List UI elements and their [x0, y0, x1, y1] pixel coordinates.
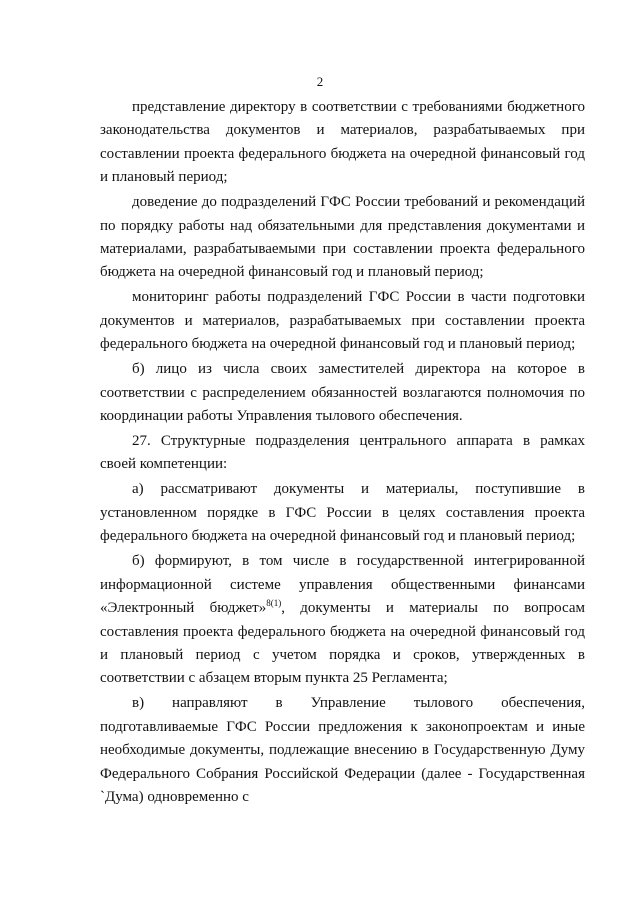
paragraph-text: , документы и материалы по вопросам составления проекта федерального бюджета на очередной финансовый год и плановый период с учетом порядка и сроков, утвержденных в соответствии с абзацем вторым пункта 25 Регламента;: [100, 600, 585, 687]
paragraph: [100, 550, 585, 690]
paragraph: 27. Структурные подразделения центрального аппарата в рамках своей компетенции:: [100, 433, 585, 473]
paragraph: представление директору в соответствии с требованиями бюджетного законодательства документов и материалов, разрабатываемых при составлении проекта федерального бюджета на очередной финансовый год и плановый период;: [100, 99, 585, 186]
footnote-reference: 8(1): [266, 598, 282, 609]
paragraph: в) направляют в Управление тылового обеспечения, подготавливаемые ГФС России предложения к законопроектам и иные необходимые документы, подлежащие внесению в Государственную Думу Федерального Собрания Российской Федерации (далее - Государственная `Дума) одновременно с: [100, 695, 585, 805]
document-body: [100, 96, 585, 811]
page-number: 2: [316, 74, 324, 89]
paragraph: а) рассматривают документы и материалы, поступившие в установленном порядке в ГФС России в целях составления проекта федерального бюджета на очередной финансовый год и плановый период;: [100, 481, 585, 545]
paragraph: мониторинг работы подразделений ГФС России в части подготовки документов и материалов, разрабатываемых при составлении проекта федерального бюджета на очередной финансовый год и плановый период;: [100, 289, 585, 353]
paragraph-text: б) формируют, в том числе в государственной интегрированной информационной системе управления общественными финансами «Электронный бюджет»: [100, 553, 585, 617]
paragraph: б) лицо из числа своих заместителей директора на которое в соответствии с распределением обязанностей возлагаются полномочия по координации работы Управления тылового обеспечения.: [100, 361, 585, 425]
paragraph: доведение до подразделений ГФС России требований и рекомендаций по порядку работы над обязательными для представления документами и материалами, разрабатываемыми при составлении проекта федерального бюджета на очередной финансовый год и плановый период;: [100, 194, 585, 281]
